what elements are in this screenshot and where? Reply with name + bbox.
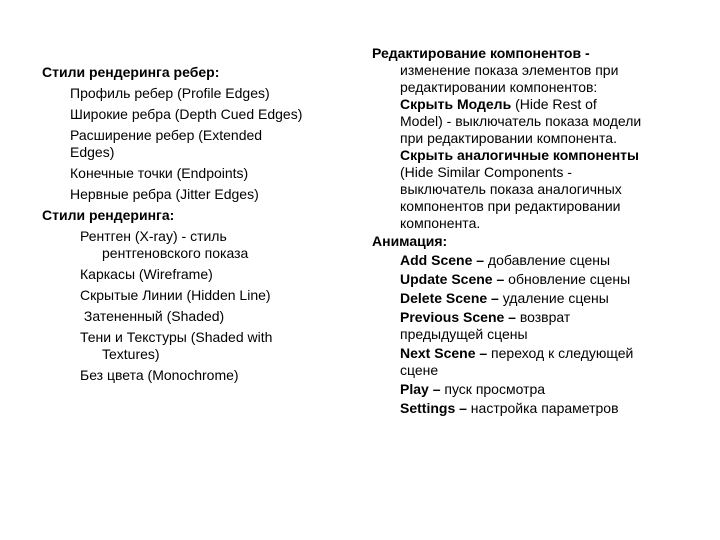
list-item: Каркасы (Wireframe) <box>80 266 213 282</box>
render-styles-heading: Стили рендеринга: <box>42 207 175 223</box>
list-item: Скрытые Линии (Hidden Line) <box>80 287 271 303</box>
add-scene-desc: добавление сцены <box>484 252 611 268</box>
list-item: Широкие ребра (Depth Cued Edges) <box>70 106 303 122</box>
description-line: компонентов при редактировании <box>400 198 621 214</box>
next-scene-label: Next Scene – <box>400 345 488 361</box>
play-label: Play – <box>400 381 441 397</box>
settings-entry <box>372 400 692 417</box>
add-scene-label: Add Scene – <box>400 252 485 268</box>
description-line: редактировании компонентов: <box>400 79 598 95</box>
update-scene-entry <box>372 271 692 288</box>
list-item: Конечные точки (Endpoints) <box>70 165 249 181</box>
delete-scene-entry <box>372 290 692 307</box>
description-line: Model) - выключатель показа модели <box>400 113 642 129</box>
delete-scene-label: Delete Scene – <box>400 290 499 306</box>
hide-similar-title: Скрыть аналогичные компоненты <box>400 147 639 163</box>
list-item: Рентген (X-ray) - стиль <box>80 228 227 244</box>
update-scene-desc: обновление сцены <box>504 271 631 287</box>
description-line: выключатель показа аналогичных <box>400 181 622 197</box>
list-item: Затененный (Shaded) <box>80 308 225 324</box>
description-line: компонента. <box>400 215 481 231</box>
list-item: Расширение ребер (Extended <box>70 127 263 143</box>
list-item: Тени и Текстуры (Shaded with <box>80 329 273 345</box>
hide-model-title: Скрыть Модель <box>400 96 512 112</box>
previous-scene-label: Previous Scene – <box>400 309 516 325</box>
description-line: при редактировании компонента. <box>400 130 617 146</box>
list-item: Профиль ребер (Profile Edges) <box>70 85 270 101</box>
hide-model-rest: (Hide Rest of <box>511 96 597 112</box>
settings-desc: настройка параметров <box>466 400 619 416</box>
hide-model-entry <box>372 96 692 113</box>
list-item: Edges) <box>70 144 115 160</box>
play-entry <box>372 381 692 398</box>
description-line: (Hide Similar Components - <box>400 164 572 180</box>
settings-label: Settings – <box>400 400 467 416</box>
edge-styles-heading: Стили рендеринга ребер: <box>42 64 220 80</box>
list-item: Нервные ребра (Jitter Edges) <box>70 186 259 202</box>
component-editing-heading: Редактирование компонентов - <box>372 45 590 61</box>
list-item: Без цвета (Monochrome) <box>80 367 239 383</box>
description-line: предыдущей сцены <box>400 326 528 342</box>
right-column <box>372 45 692 417</box>
description-line: сцене <box>400 362 439 378</box>
delete-scene-desc: удаление сцены <box>498 290 609 306</box>
list-item: рентгеновского показа <box>102 245 249 261</box>
list-item: Textures) <box>102 346 160 362</box>
left-column <box>42 64 352 384</box>
previous-scene-entry <box>372 309 692 326</box>
next-scene-desc: переход к следующей <box>487 345 634 361</box>
animation-heading: Анимация: <box>372 233 448 249</box>
description-line: изменение показа элементов при <box>400 62 619 78</box>
play-desc: пуск просмотра <box>440 381 546 397</box>
add-scene-entry <box>372 252 692 269</box>
previous-scene-desc: возврат <box>515 309 571 325</box>
update-scene-label: Update Scene – <box>400 271 505 287</box>
next-scene-entry <box>372 345 692 362</box>
